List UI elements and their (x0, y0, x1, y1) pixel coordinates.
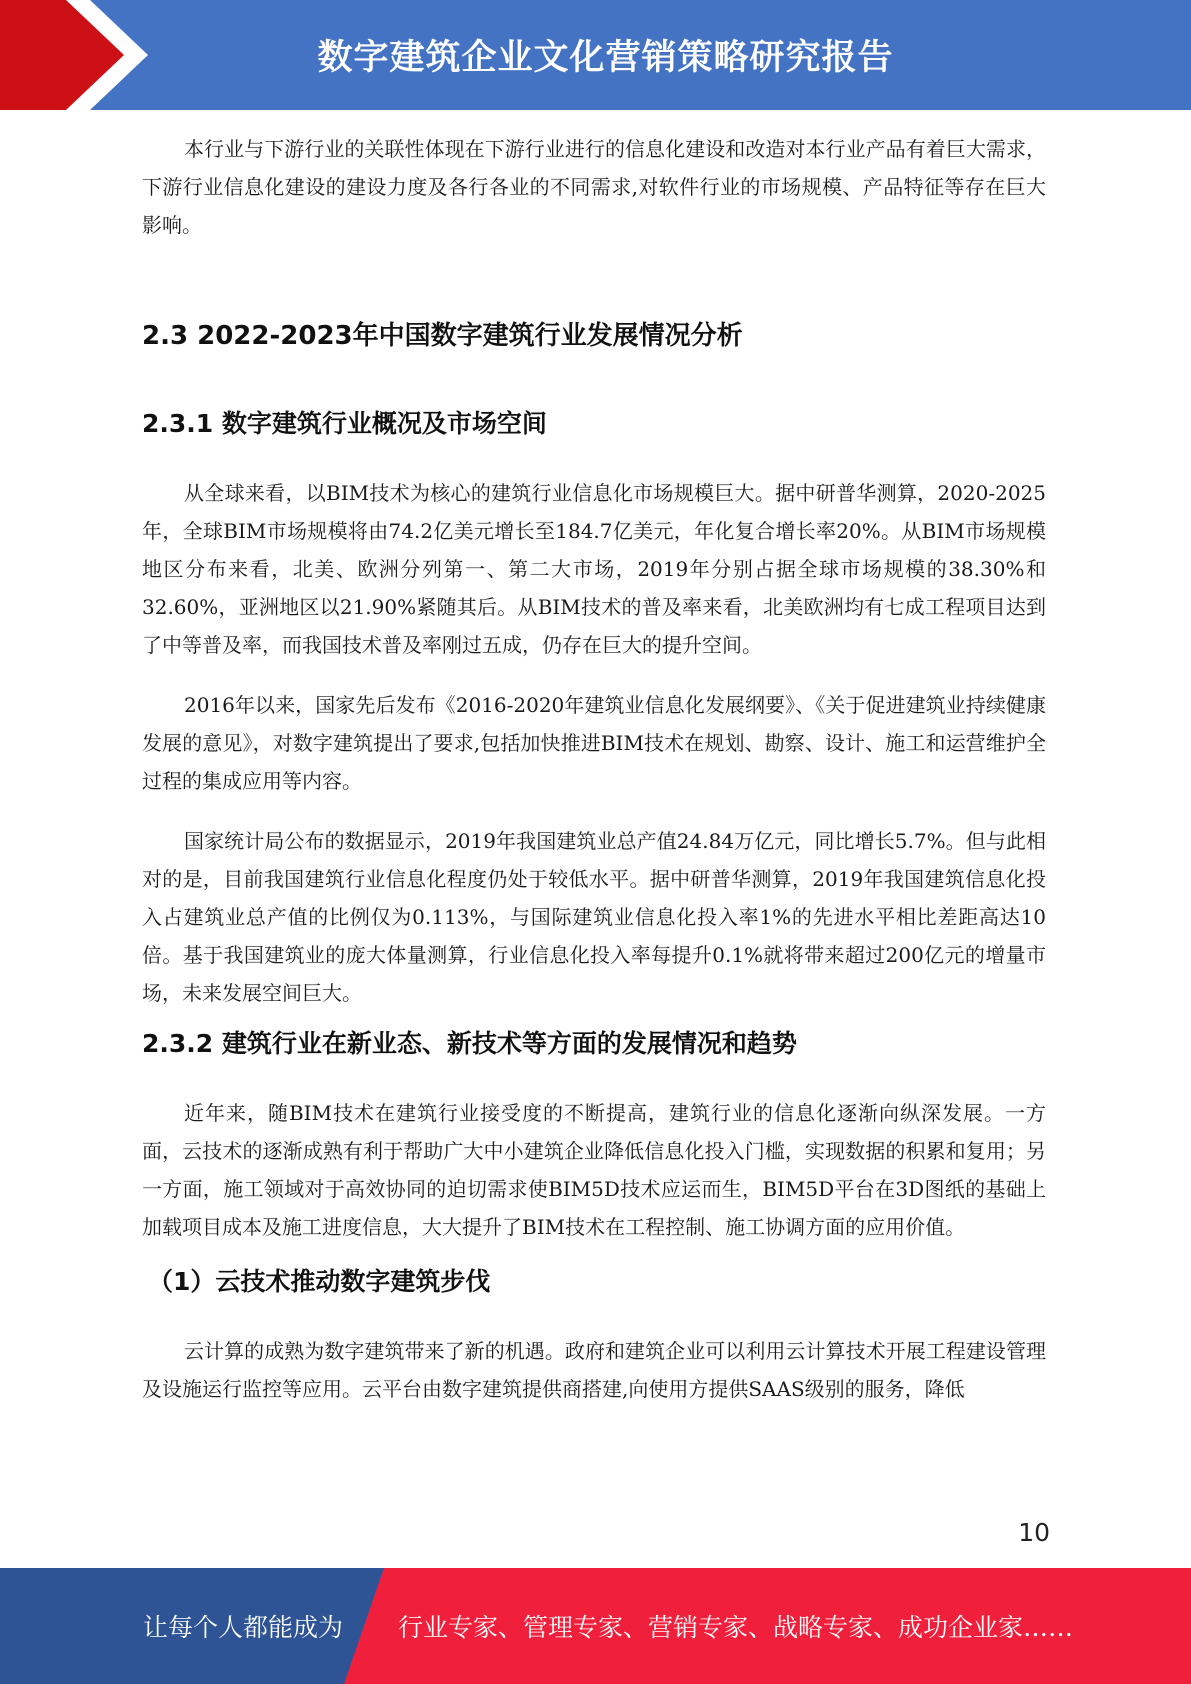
subheading-cloud-tech: （1）云技术推动数字建筑步伐 (148, 1267, 491, 1296)
paragraph-intro: 本行业与下游行业的关联性体现在下游行业进行的信息化建设和改造对本行业产品有着巨大需求，下游行业信息化建设的建设力度及各行各业的不同需求,对软件行业的市场规模、产品特征等存在巨大影响。 (142, 137, 1046, 237)
paragraph-global-market: 从全球来看，以BIM技术为核心的建筑行业信息化市场规模巨大。据中研普华测算，2020-2025年，全球BIM市场规模将由74.2亿美元增长至184.7亿美元，年化复合增长率20%。从BIM市场规模地区分布来看，北美、欧洲分列第一、第二大市场，2019年分别占据全球市场规模的38.30%和32.60%，亚洲地区以21.90%紧随其后。从BIM技术的普及率来看，北美欧洲均有七成工程项目达到了中等普及率，而我国技术普及率刚过五成，仍存在巨大的提升空间。 (142, 481, 1046, 657)
paragraph-trends: 近年来，随BIM技术在建筑行业接受度的不断提高，建筑行业的信息化逐渐向纵深发展。一方面，云技术的逐渐成熟有利于帮助广大中小建筑企业降低信息化投入门槛，实现数据的积累和复用；另一方面，施工领域对于高效协同的迫切需求使BIM5D技术应运而生，BIM5D平台在3D图纸的基础上加载项目成本及施工进度信息，大大提升了BIM技术在工程控制、施工协调方面的应用价值。 (142, 1101, 1046, 1239)
footer-slogan-right: 行业专家、管理专家、营销专家、战略专家、成功企业家…… (398, 1613, 1074, 1642)
section-heading-2-3-2: 2.3.2 建筑行业在新业态、新技术等方面的发展情况和趋势 (142, 1029, 797, 1058)
footer-slogan-left: 让每个人都能成为 (143, 1613, 344, 1642)
page-number: 10 (1018, 1518, 1050, 1547)
page-footer (0, 1568, 1191, 1684)
paragraph-cloud: 云计算的成熟为数字建筑带来了新的机遇。政府和建筑企业可以利用云计算技术开展工程建设管理及设施运行监控等应用。云平台由数字建筑提供商搭建,向使用方提供SAAS级别的服务，降低 (142, 1339, 1046, 1401)
report-title: 数字建筑企业文化营销策略研究报告 (317, 38, 894, 78)
page-header (0, 0, 1191, 110)
section-heading-2-3-1: 2.3.1 数字建筑行业概况及市场空间 (142, 409, 547, 438)
section-heading-2-3: 2.3 2022-2023年中国数字建筑行业发展情况分析 (142, 321, 743, 351)
paragraph-policy: 2016年以来，国家先后发布《2016-2020年建筑业信息化发展纲要》、《关于促进建筑业持续健康发展的意见》，对数字建筑提出了要求,包括加快推进BIM技术在规划、勘察、设计、施工和运营维护全过程的集成应用等内容。 (142, 693, 1046, 793)
document-body (142, 130, 1046, 1408)
paragraph-statistics: 国家统计局公布的数据显示，2019年我国建筑业总产值24.84万亿元，同比增长5.7%。但与此相对的是，目前我国建筑行业信息化程度仍处于较低水平。据中研普华测算，2019年我国建筑信息化投入占建筑业总产值的比例仅为0.113%，与国际建筑业信息化投入率1%的先进水平相比差距高达10倍。基于我国建筑业的庞大体量测算，行业信息化投入率每提升0.1%就将带来超过200亿元的增量市场，未来发展空间巨大。 (142, 829, 1046, 1005)
